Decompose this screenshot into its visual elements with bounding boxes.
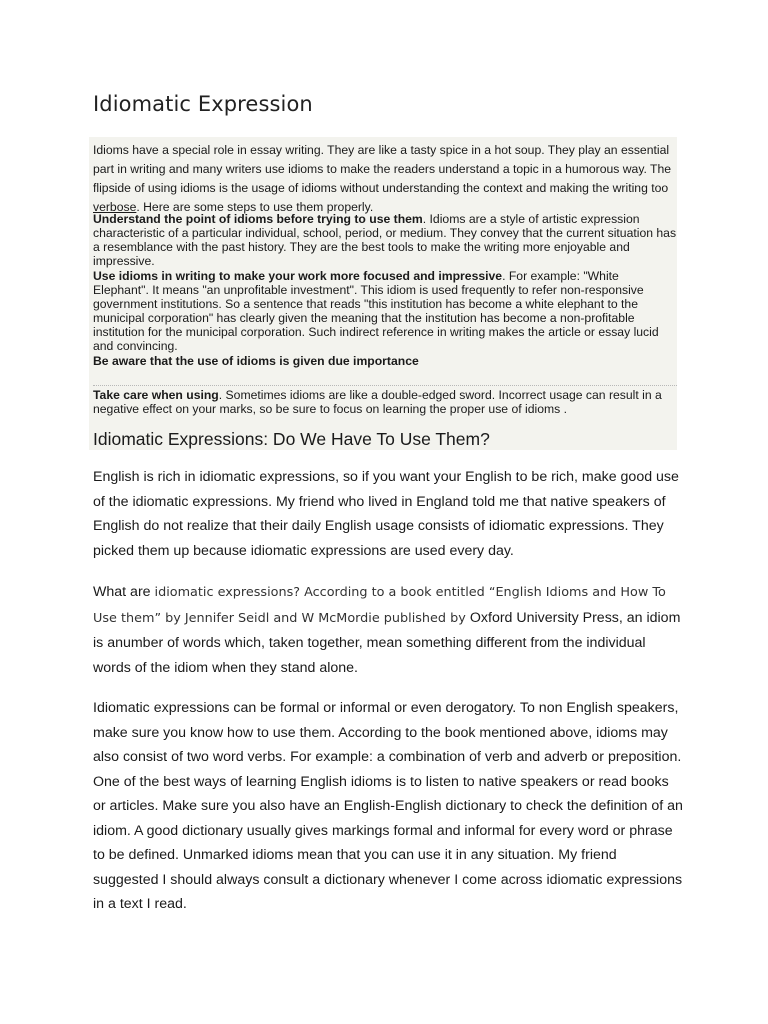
step-be-aware bbox=[93, 354, 678, 368]
intro-text-end: . Here are some steps to use them properly. bbox=[136, 200, 374, 214]
intro-paragraph bbox=[93, 141, 678, 217]
step-take-care bbox=[93, 388, 678, 416]
step-body: . Sometimes idioms are like a double-edged sword. Incorrect usage can result in a negative effect on your marks, so be sure to focus on learning the proper use of idioms . bbox=[93, 388, 662, 416]
dotted-divider bbox=[93, 385, 677, 386]
p2-citation: idiomatic expressions? According to a book entitled “English Idioms and How To Use them” by Jennifer Seidl and W McMordie published by bbox=[93, 585, 666, 626]
p2-lead: What are bbox=[93, 584, 155, 600]
page-title: Idiomatic Expression bbox=[93, 92, 313, 116]
step-body: . For example: "White Elephant". It means "an unprofitable investment". This idiom is used frequently to refer non-responsive government institutions. So a sentence that reads "this institution has become a white elephant to the municipal corporation" has clearly given the meaning that the institution has become a non-profitable institution for the municipal corporation. Such indirect reference in writing makes the article or essay lucid and convincing. bbox=[93, 269, 659, 353]
step-use-idioms bbox=[93, 269, 678, 353]
step-heading: Take care when using bbox=[93, 388, 219, 402]
section-heading: Idiomatic Expressions: Do We Have To Use Them? bbox=[93, 429, 490, 449]
step-heading: Use idioms in writing to make your work more focused and impressive bbox=[93, 269, 503, 283]
intro-text: Idioms have a special role in essay writing. They are like a tasty spice in a hot soup. They play an essential part in writing and many writers use idioms to make the readers understand a topic in a humorous way. The flipside of using idioms is the usage of idioms without understanding the context and making the writing too bbox=[93, 143, 672, 195]
paragraph-1: English is rich in idiomatic expressions, so if you want your English to be rich, make good use of the idiomatic expressions. My friend who lived in England told me that native speakers of English do not realize that their daily English usage consists of idiomatic expressions. They picked them up because idiomatic expressions are used every day. bbox=[93, 469, 679, 559]
step-heading: Be aware that the use of idioms is given due importance bbox=[93, 354, 419, 368]
step-understand bbox=[93, 212, 678, 268]
verbose-link: verbose bbox=[93, 200, 137, 214]
step-heading: Understand the point of idioms before trying to use them bbox=[93, 212, 423, 226]
p2-rest: Oxford University Press, an idiom is anumber of words which, taken together, mean something different from the individual words of the idiom when they stand alone. bbox=[93, 609, 681, 676]
paragraph-2 bbox=[93, 580, 683, 680]
step-body: . Idioms are a style of artistic expression characteristic of a particular individual, school, period, or medium. They convey that the current situation has a resemblance with the past history. They are the best tools to make the writing more enjoyable and impressive. bbox=[93, 212, 677, 268]
paragraph-3: Idiomatic expressions can be formal or informal or even derogatory. To non English speakers, make sure you know how to use them. According to the book mentioned above, idioms may also consist of two word verbs. For example: a combination of verb and adverb or preposition. One of the best ways of learning English idioms is to listen to native speakers or read books or articles. Make sure you also have an English-English dictionary to check the definition of an idiom. A good dictionary usually gives markings formal and informal for every word or phrase to be defined. Unmarked idioms mean that you can use it in any situation. My friend suggested I should always consult a dictionary whenever I come across idiomatic expressions in a text I read. bbox=[93, 700, 683, 912]
